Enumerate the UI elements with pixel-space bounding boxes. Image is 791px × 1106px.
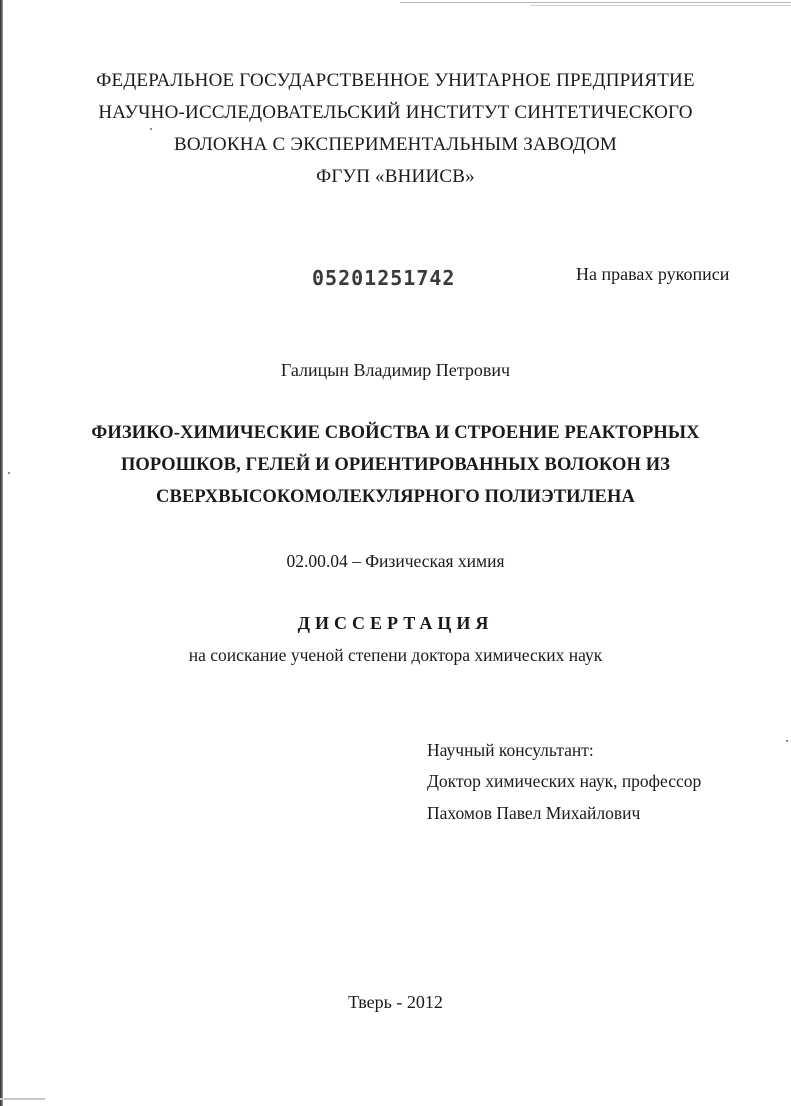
scan-artifact-line — [400, 2, 791, 3]
document-type: ДИССЕРТАЦИЯ — [297, 613, 494, 633]
title-line-3: СВЕРХВЫСОКОМОЛЕКУЛЯРНОГО ПОЛИЭТИЛЕНА — [156, 487, 635, 507]
organization-line-3: ВОЛОКНА С ЭКСПЕРИМЕНТАЛЬНЫМ ЗАВОДОМ — [174, 134, 617, 155]
rights-note: На правах рукописи — [576, 264, 730, 284]
degree-statement: на соискание ученой степени доктора химических наук — [188, 645, 603, 665]
scan-artifact-line — [530, 5, 791, 6]
scan-speck — [786, 740, 788, 742]
consultant-name: Пахомов Павел Михайлович — [427, 803, 641, 823]
specialty-code: 02.00.04 – Физическая химия — [286, 551, 505, 571]
scan-artifact-mark — [0, 1098, 45, 1100]
consultant-label: Научный консультант: — [427, 740, 594, 760]
scan-speck — [150, 128, 152, 130]
title-line-2: ПОРОШКОВ, ГЕЛЕЙ И ОРИЕНТИРОВАННЫХ ВОЛОКОН ИЗ — [120, 455, 671, 475]
inventory-number-stamp: 05201251742 — [312, 266, 456, 290]
organization-line-1: ФЕДЕРАЛЬНОЕ ГОСУДАРСТВЕННОЕ УНИТАРНОЕ ПРЕДПРИЯТИЕ — [96, 70, 695, 91]
organization-abbreviation: ФГУП «ВНИИСВ» — [316, 166, 475, 187]
organization-line-2: НАУЧНО-ИССЛЕДОВАТЕЛЬСКИЙ ИНСТИТУТ СИНТЕТИЧЕСКОГО — [98, 102, 693, 123]
title-line-1: ФИЗИКО-ХИМИЧЕСКИЕ СВОЙСТВА И СТРОЕНИЕ РЕАКТОРНЫХ — [91, 423, 700, 443]
city-year: Тверь - 2012 — [348, 992, 443, 1012]
author-name: Галицын Владимир Петрович — [280, 360, 511, 380]
consultant-rank: Доктор химических наук, профессор — [427, 771, 702, 791]
